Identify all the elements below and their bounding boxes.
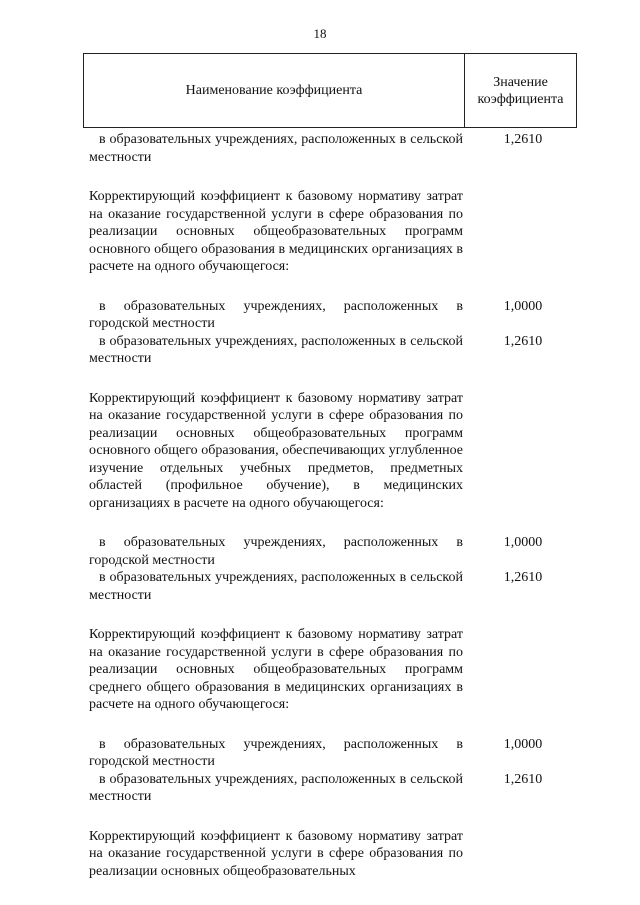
table-row <box>89 828 579 881</box>
row-value <box>463 626 579 714</box>
table-row <box>89 569 579 604</box>
table-row <box>89 188 579 276</box>
row-text: в образовательных учреждениях, расположенных в сельской местности <box>89 570 463 603</box>
row-text: Корректирующий коэффициент к базовому нормативу затрат на оказание государственной услуги в сфере образования по реализации основных общеобразовательных программ основного общего образования в медицинских организациях в расчете на одного обучающегося: <box>89 189 463 274</box>
table-row <box>89 736 579 771</box>
table-row <box>89 131 579 166</box>
row-value: 1,2610 <box>503 570 543 585</box>
row-value <box>463 188 579 276</box>
name-column-header: Наименование коэффициента <box>84 54 465 127</box>
table-row <box>89 298 579 333</box>
row-value: 1,2610 <box>503 771 543 787</box>
row-text: в образовательных учреждениях, расположенных в сельской местности <box>89 771 463 804</box>
table-row <box>89 390 579 513</box>
row-value <box>463 828 579 881</box>
table-row <box>89 626 579 714</box>
row-value: 1,0000 <box>503 535 543 550</box>
value-column-header: Значение коэффициента <box>477 74 564 107</box>
row-value: 1,0000 <box>503 298 543 314</box>
table-row <box>89 333 579 368</box>
row-value: 1,2610 <box>503 132 543 147</box>
table-header <box>83 53 577 128</box>
row-text: в образовательных учреждениях, расположенных в городской местности <box>89 298 463 331</box>
row-value: 1,0000 <box>503 736 543 752</box>
row-text: Корректирующий коэффициент к базовому нормативу затрат на оказание государственной услуги в сфере образования по реализации основных общеобразовательных программ основного общего образования, обеспечивающих углубленное изучение отдельных учебных предметов, предметных областей (профильное обучение), в медицинских организациях в расчете на одного обучающегося: <box>89 390 463 511</box>
page-number: 18 <box>313 26 327 41</box>
table-body <box>89 131 579 880</box>
row-text: в образовательных учреждениях, расположенных в городской местности <box>89 736 463 769</box>
row-text: в образовательных учреждениях, расположенных в сельской местности <box>89 333 463 366</box>
row-text: Корректирующий коэффициент к базовому нормативу затрат на оказание государственной услуги в сфере образования по реализации основных общеобразовательных <box>89 828 463 879</box>
row-text: в образовательных учреждениях, расположенных в городской местности <box>89 535 463 568</box>
table-row <box>89 534 579 569</box>
row-value: 1,2610 <box>503 333 543 349</box>
table-row <box>89 771 579 806</box>
row-text: Корректирующий коэффициент к базовому нормативу затрат на оказание государственной услуги в сфере образования по реализации основных общеобразовательных программ среднего общего образования в медицинских организациях в расчете на одного обучающегося: <box>89 627 463 712</box>
row-text: в образовательных учреждениях, расположенных в сельской местности <box>89 132 463 165</box>
row-value <box>463 390 579 513</box>
